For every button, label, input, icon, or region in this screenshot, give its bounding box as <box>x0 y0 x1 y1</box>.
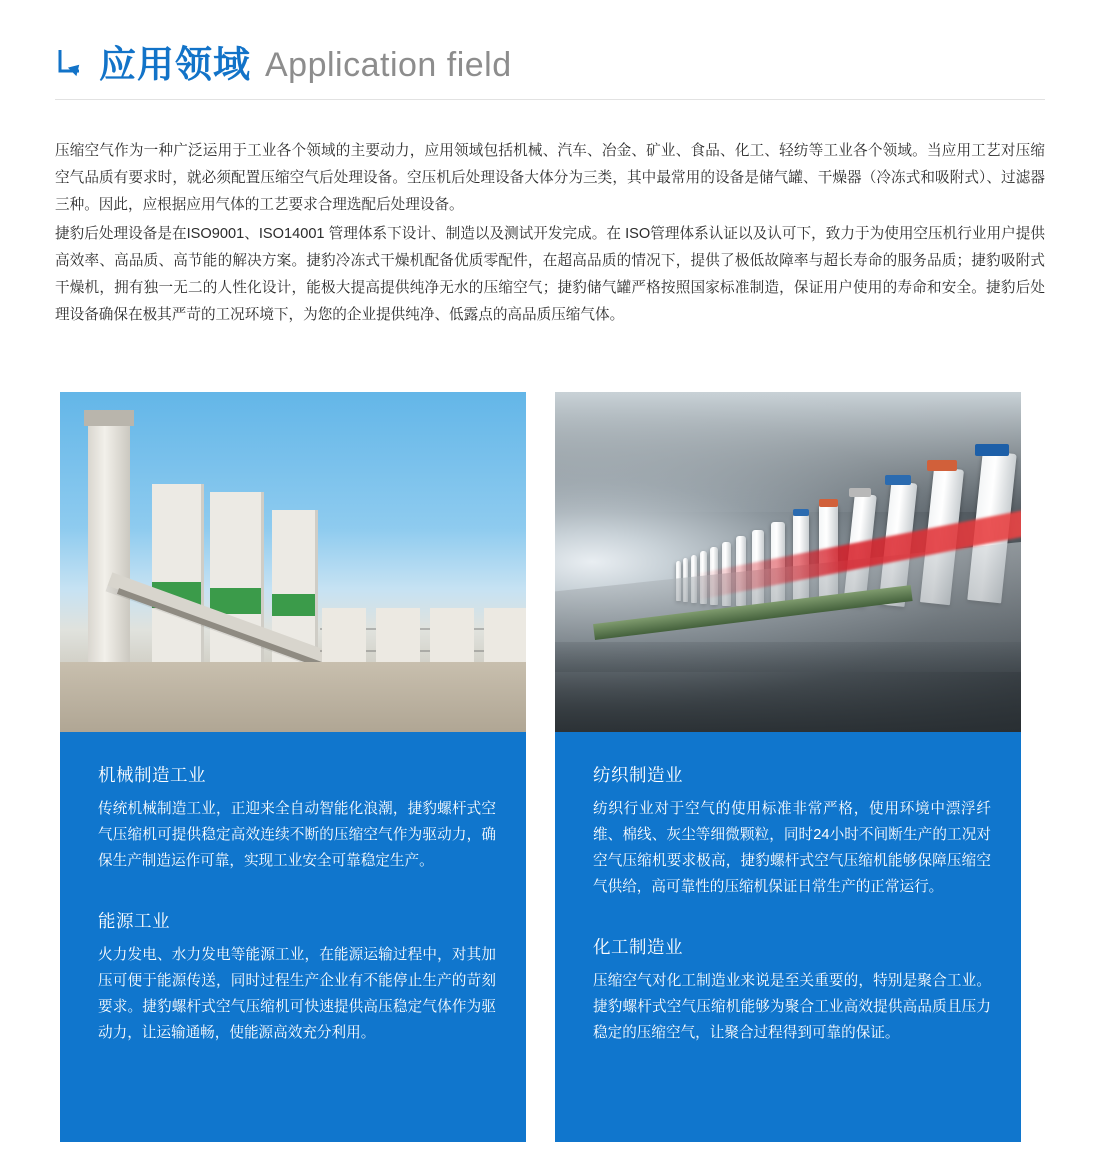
concrete-batching-plant-photo <box>60 392 526 732</box>
section-textile <box>593 762 991 900</box>
section-chemical <box>593 934 991 1046</box>
application-card-mechanical <box>60 392 526 1142</box>
section-text: 火力发电、水力发电等能源工业，在能源运输过程中，对其加压可便于能源传送，同时过程生产企业有不能停止生产的苛刻要求。捷豹螺杆式空气压缩机可快速提供高压稳定气体作为驱动力，让运输通畅，使能源高效充分利用。 <box>98 947 496 1041</box>
textile-spinning-machine-photo <box>555 392 1021 732</box>
page-title: 应用领域 <box>99 44 251 85</box>
section-title: 化工制造业 <box>593 937 683 957</box>
card-body <box>60 732 526 1142</box>
intro-paragraph-2: 捷豹后处理设备是在ISO9001、ISO14001 管理体系下设计、制造以及测试开发完成。在 ISO管理体系认证以及认可下，致力于为使用空压机行业用户提供高效率、高品质、高节能的解决方案。捷豹冷冻式干燥机配备优质零配件，在超高品质的情况下，提供了极低故障率与超长寿命的服务品质；捷豹吸附式干燥机，拥有独一无二的人性化设计，能极大提高提供纯净无水的压缩空气；捷豹储气罐严格按照国家标准制造，保证用户使用的寿命和安全。捷豹后处理设备确保在极其严苛的工况环境下，为您的企业提供纯净、低露点的高品质压缩气体。 <box>55 226 1045 323</box>
card-body <box>555 732 1021 1142</box>
section-mechanical <box>98 762 496 874</box>
section-energy <box>98 908 496 1046</box>
arrow-down-right-icon <box>55 45 85 79</box>
page-header <box>55 45 1045 100</box>
application-card-textile <box>555 392 1021 1142</box>
section-text: 传统机械制造工业，正迎来全自动智能化浪潮，捷豹螺杆式空气压缩机可提供稳定高效连续不断的压缩空气作为驱动力，确保生产制造运作可靠，实现工业安全可靠稳定生产。 <box>98 801 496 869</box>
intro-text-block <box>55 138 1045 329</box>
intro-paragraph-1: 压缩空气作为一种广泛运用于工业各个领域的主要动力，应用领域包括机械、汽车、冶金、矿业、食品、化工、轻纺等工业各个领域。当应用工艺对压缩空气品质有要求时，就必须配置压缩空气后处理设备。空压机后处理设备大体分为三类，其中最常用的设备是储气罐、干燥器（冷冻式和吸附式）、过滤器三种。因此，应根据应用气体的工艺要求合理选配后处理设备。 <box>55 143 1045 213</box>
application-cards <box>60 392 1040 1142</box>
section-text: 压缩空气对化工制造业来说是至关重要的，特别是聚合工业。捷豹螺杆式空气压缩机能够为聚合工业高效提供高品质且压力稳定的压缩空气，让聚合过程得到可靠的保证。 <box>593 973 991 1041</box>
section-title: 纺织制造业 <box>593 765 683 785</box>
section-text: 纺织行业对于空气的使用标准非常严格，使用环境中漂浮纤维、棉线、灰尘等细微颗粒，同时24小时不间断生产的工况对空气压缩机要求极高，捷豹螺杆式空气压缩机能够保障压缩空气供给，高可靠性的压缩机保证日常生产的正常运行。 <box>593 801 991 895</box>
page-subtitle: Application field <box>265 46 512 84</box>
section-title: 机械制造工业 <box>98 765 206 785</box>
section-title: 能源工业 <box>98 911 170 931</box>
